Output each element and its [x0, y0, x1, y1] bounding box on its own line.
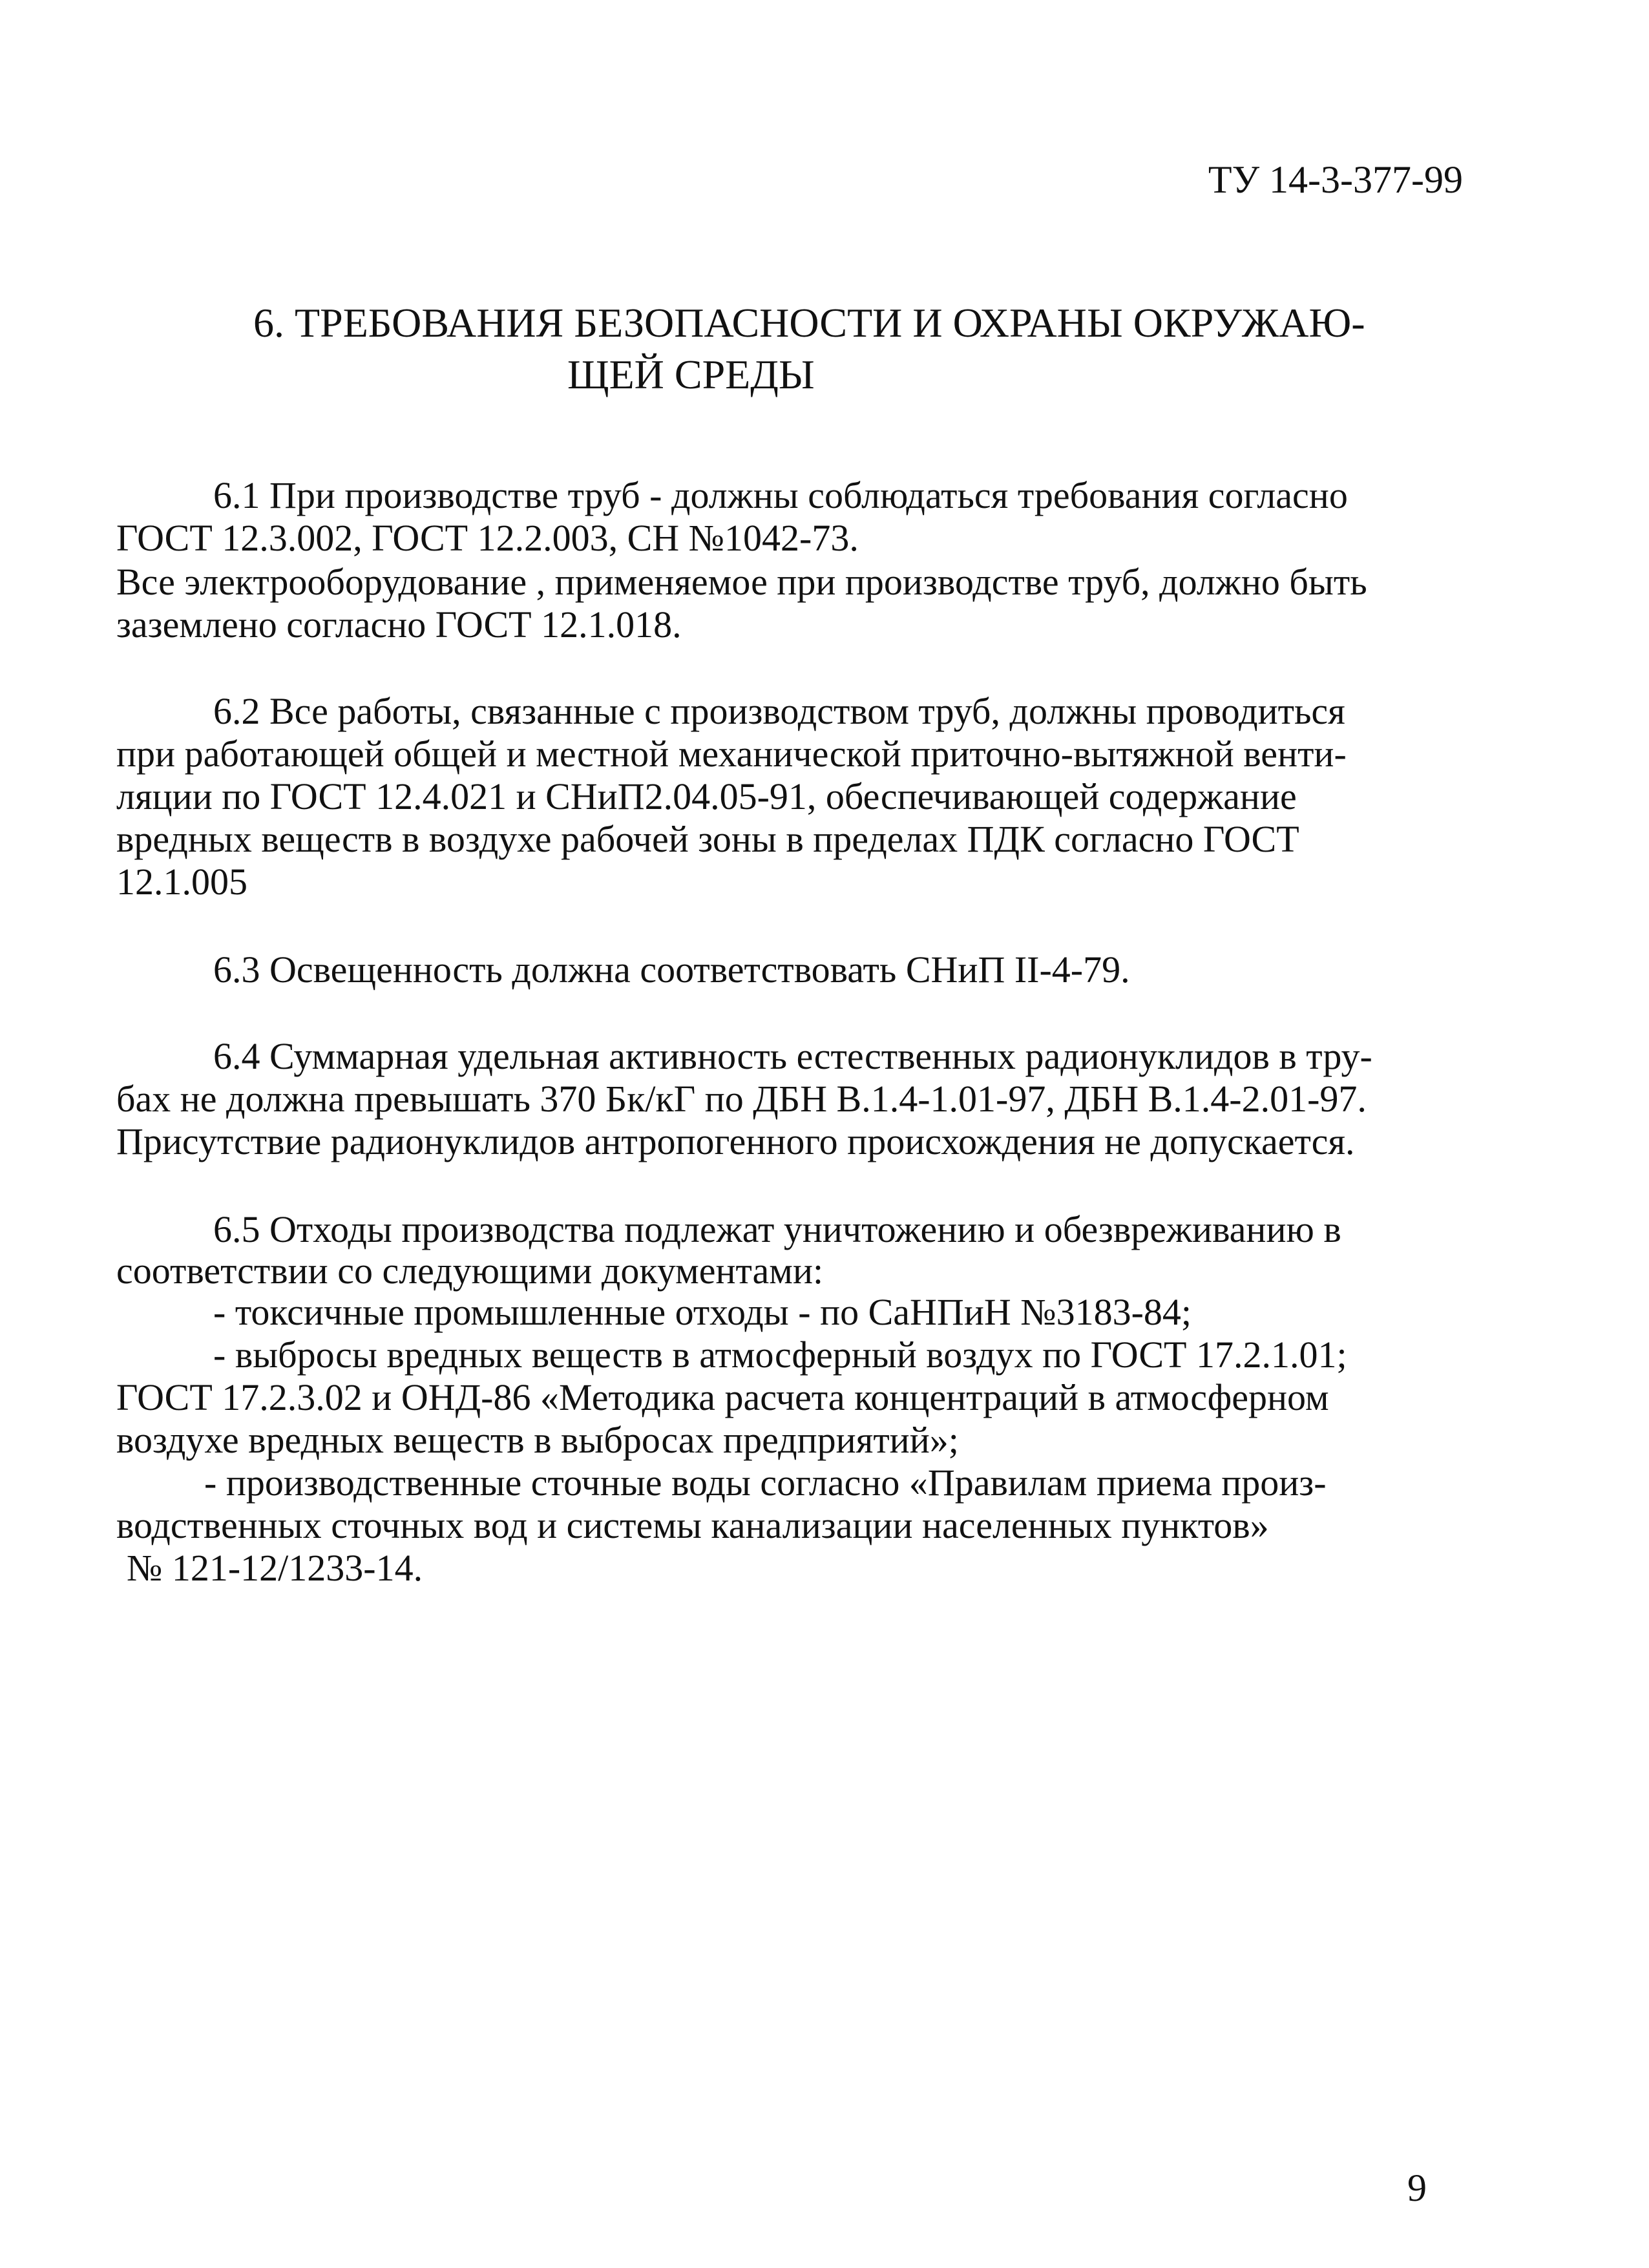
- paragraph-6-2-line4: вредных веществ в воздухе рабочей зоны в пределах ПДК согласно ГОСТ: [116, 818, 1299, 860]
- paragraph-6-5-line7: - производственные сточные воды согласно «Правилам приема произ-: [204, 1462, 1327, 1504]
- paragraph-6-4-line2: бах не должна превышать 370 Бк/кГ по ДБН В.1.4-1.01-97, ДБН В.1.4-2.01-97.: [116, 1078, 1367, 1120]
- paragraph-6-1-line3: Все электрооборудование , применяемое при производстве труб, должно быть: [116, 561, 1367, 603]
- document-code: ТУ 14-3-377-99: [1208, 158, 1463, 201]
- paragraph-6-5-line1: 6.5 Отходы производства подлежат уничтожению и обезвреживанию в: [213, 1208, 1341, 1250]
- paragraph-6-5-line3: - токсичные промышленные отходы - по СаНПиН №3183-84;: [213, 1291, 1192, 1333]
- paragraph-6-5-line6: воздухе вредных веществ в выбросах предприятий»;: [116, 1419, 959, 1461]
- paragraph-6-1-line4: заземлено согласно ГОСТ 12.1.018.: [116, 604, 682, 646]
- page-number: 9: [1407, 2167, 1427, 2209]
- paragraph-6-4-line3: Присутствие радионуклидов антропогенного происхождения не допускается.: [116, 1120, 1355, 1162]
- paragraph-6-5-line5: ГОСТ 17.2.3.02 и ОНД-86 «Методика расчета концентраций в атмосферном: [116, 1376, 1329, 1418]
- paragraph-6-5-line4: - выбросы вредных веществ в атмосферный воздух по ГОСТ 17.2.1.01;: [213, 1334, 1347, 1376]
- paragraph-6-1-line2: ГОСТ 12.3.002, ГОСТ 12.2.003, СН №1042-73.: [116, 517, 859, 559]
- paragraph-6-2-line3: ляции по ГОСТ 12.4.021 и СНиП2.04.05-91, обеспечивающей содержание: [116, 775, 1297, 817]
- paragraph-6-5-line2: соответствии со следующими документами:: [116, 1250, 824, 1292]
- paragraph-6-2-line5: 12.1.005: [116, 861, 247, 903]
- paragraph-6-5-line8: водственных сточных вод и системы канализации населенных пунктов»: [116, 1504, 1269, 1546]
- section-title: [253, 297, 1481, 401]
- paragraph-6-4-line1: 6.4 Суммарная удельная активность естественных радионуклидов в тру-: [213, 1035, 1372, 1077]
- section-title-line1: 6. ТРЕБОВАНИЯ БЕЗОПАСНОСТИ И ОХРАНЫ ОКРУЖАЮ-: [253, 300, 1365, 346]
- section-title-line2: ЩЕЙ СРЕДЫ: [567, 352, 815, 397]
- paragraph-6-2-line2: при работающей общей и местной механической приточно-вытяжной венти-: [116, 733, 1347, 775]
- paragraph-6-1-line1: 6.1 При производстве труб - должны соблюдаться требования согласно: [213, 474, 1348, 516]
- paragraph-6-2-line1: 6.2 Все работы, связанные с производством труб, должны проводиться: [213, 690, 1345, 732]
- paragraph-6-5-line9: № 121-12/1233-14.: [127, 1547, 423, 1589]
- paragraph-6-3-line1: 6.3 Освещенность должна соответствовать СНиП II-4-79.: [213, 949, 1130, 991]
